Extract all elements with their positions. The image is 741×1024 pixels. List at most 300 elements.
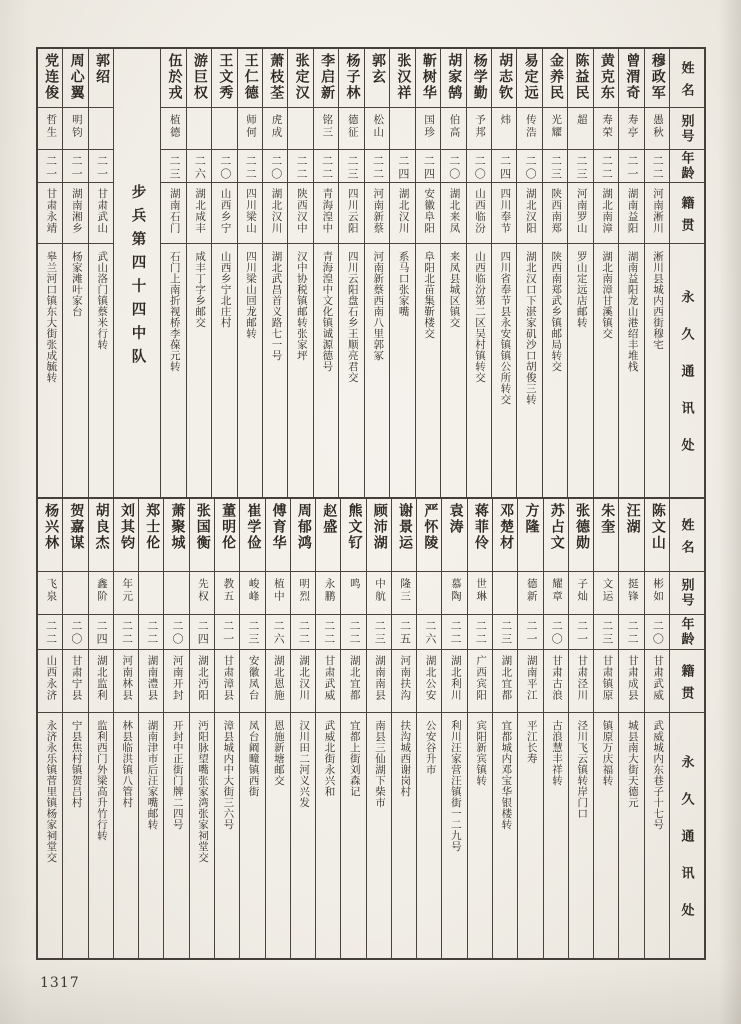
roster-table-top xyxy=(36,47,706,499)
person-address-cell xyxy=(89,713,113,958)
person-native: 甘肃成县 xyxy=(626,655,638,701)
person-age-cell xyxy=(518,615,542,650)
person-address-cell xyxy=(187,244,211,497)
person-column xyxy=(163,499,188,958)
person-alias: 永鹏 xyxy=(323,578,335,603)
person-alias-cell xyxy=(114,572,138,615)
person-age-cell xyxy=(190,615,214,650)
person-native-cell xyxy=(544,650,568,713)
person-name-cell xyxy=(416,49,440,108)
person-alias: 超 xyxy=(575,114,587,127)
person-name: 方隆 xyxy=(523,503,539,535)
person-native-cell xyxy=(392,650,416,713)
person-address-cell xyxy=(594,244,618,497)
person-native: 安徽阜阳 xyxy=(423,188,435,234)
person-alias: 慕陶 xyxy=(449,578,461,603)
person-address: 林县临洪镇八管村 xyxy=(121,720,133,808)
person-alias-cell xyxy=(517,108,541,150)
person-age: 二二 xyxy=(474,620,487,646)
person-name: 张定汉 xyxy=(293,53,309,101)
person-alias-cell xyxy=(568,108,592,150)
person-native-cell xyxy=(89,650,113,713)
person-address-cell xyxy=(392,713,416,958)
person-column xyxy=(415,49,440,497)
person-alias: 子灿 xyxy=(576,578,588,603)
person-alias-cell xyxy=(161,108,185,150)
person-address-cell xyxy=(467,244,491,497)
person-name: 严怀陵 xyxy=(422,503,438,551)
person-name: 胡良杰 xyxy=(93,503,109,551)
person-address: 湖北武昌首义路七一号 xyxy=(270,251,282,361)
person-name: 汪湖 xyxy=(624,503,640,535)
person-native-cell xyxy=(240,650,264,713)
person-age-cell xyxy=(517,150,541,183)
person-alias-cell xyxy=(365,108,389,150)
person-address: 宜都城内邓宝华银楼转 xyxy=(500,720,512,830)
person-address: 湖南津市后汪家嘴邮转 xyxy=(146,720,158,830)
person-address-cell xyxy=(63,713,87,958)
person-name: 熊文钌 xyxy=(346,503,362,551)
person-name: 金养民 xyxy=(548,53,564,101)
person-address-cell xyxy=(442,713,466,958)
person-column xyxy=(593,49,618,497)
person-address: 四川梁山回龙邮转 xyxy=(245,251,257,339)
person-alias-cell xyxy=(215,572,239,615)
person-native-cell xyxy=(187,183,211,244)
person-native-cell xyxy=(442,650,466,713)
person-age: 二二 xyxy=(600,155,613,181)
person-age-cell xyxy=(114,615,138,650)
person-age-cell xyxy=(619,615,643,650)
person-native-cell xyxy=(288,183,312,244)
person-alias-cell xyxy=(569,572,593,615)
person-address-cell xyxy=(417,713,441,958)
person-native: 湖北咸丰 xyxy=(194,188,206,234)
person-address-cell xyxy=(518,713,542,958)
person-native-cell xyxy=(517,183,541,244)
person-age-cell xyxy=(240,615,264,650)
person-native-cell xyxy=(161,183,185,244)
person-age-cell xyxy=(341,615,365,650)
person-native-cell xyxy=(38,183,62,244)
person-name-cell xyxy=(139,499,163,572)
person-alias-cell xyxy=(594,108,618,150)
person-native: 山西临汾 xyxy=(473,188,485,234)
person-age-cell xyxy=(645,150,669,183)
person-age-cell xyxy=(367,615,391,650)
person-native-cell xyxy=(594,183,618,244)
person-age-cell xyxy=(416,150,440,183)
person-name-cell xyxy=(38,499,62,572)
person-name: 蒋菲伶 xyxy=(472,503,488,551)
person-alias: 炜 xyxy=(499,114,511,127)
person-age-cell xyxy=(263,150,287,183)
person-name-cell xyxy=(468,499,492,572)
person-alias-cell xyxy=(314,108,338,150)
person-address-cell xyxy=(38,244,62,497)
person-age-cell xyxy=(215,615,239,650)
person-age: 二三 xyxy=(167,155,180,181)
person-native: 湖南湘乡 xyxy=(70,188,82,234)
person-native: 甘肃永靖 xyxy=(45,188,57,234)
person-address: 杨家滩叶家台 xyxy=(70,251,82,317)
person-alias-cell xyxy=(316,572,340,615)
person-age: 二二 xyxy=(626,620,639,646)
person-name: 郭玄 xyxy=(369,53,385,85)
person-address: 监利西门外梁高升竹行转 xyxy=(95,720,107,841)
person-address-cell xyxy=(314,244,338,497)
person-alias-cell xyxy=(212,108,236,150)
person-age-cell xyxy=(468,615,492,650)
person-column xyxy=(391,499,416,958)
person-address: 永济永乐镇菅里镇杨家祠堂交 xyxy=(45,720,57,863)
person-name: 周郁鸿 xyxy=(295,503,311,551)
person-native: 湖南平江 xyxy=(525,655,537,701)
person-native: 湖北南漳 xyxy=(601,188,613,234)
person-name-cell xyxy=(341,499,365,572)
person-name-cell xyxy=(38,49,62,108)
person-age: 二六 xyxy=(272,620,285,646)
person-column xyxy=(338,49,363,497)
person-name-cell xyxy=(543,49,567,108)
person-age: 二一 xyxy=(44,155,57,181)
person-alias: 植中 xyxy=(272,578,284,603)
person-alias-cell xyxy=(63,572,87,615)
header-column xyxy=(669,499,704,958)
person-address: 扶沟城西谢岗村 xyxy=(399,720,411,797)
person-age: 二二 xyxy=(44,620,57,646)
header-name: 姓名 xyxy=(670,499,704,572)
person-address: 凤台阚疃镇西街 xyxy=(247,720,259,797)
person-column xyxy=(593,499,618,958)
person-alias-cell xyxy=(263,108,287,150)
person-alias: 文运 xyxy=(601,578,613,603)
person-column xyxy=(38,499,62,958)
person-name-cell xyxy=(390,49,414,108)
header-address: 永久通讯处 xyxy=(679,755,695,940)
person-alias-cell xyxy=(390,108,414,150)
person-native: 河南扶沟 xyxy=(399,655,411,701)
person-column xyxy=(62,49,87,497)
person-native-cell xyxy=(619,183,643,244)
person-address: 咸丰丁字乡邮交 xyxy=(194,251,206,328)
person-name-cell xyxy=(89,49,113,108)
person-age: 二二 xyxy=(651,155,664,181)
person-column xyxy=(364,49,389,497)
header-name: 姓名 xyxy=(670,49,704,108)
person-name: 黄克东 xyxy=(598,53,614,101)
person-native-cell xyxy=(339,183,363,244)
person-age-cell xyxy=(392,615,416,650)
person-column xyxy=(214,499,239,958)
person-age: 二三 xyxy=(574,155,587,181)
person-age-cell xyxy=(89,615,113,650)
person-alias: 虎成 xyxy=(270,114,282,139)
person-name: 袁涛 xyxy=(447,503,463,535)
person-column xyxy=(466,49,491,497)
person-native-cell xyxy=(493,650,517,713)
person-alias-cell xyxy=(341,572,365,615)
person-column xyxy=(416,499,441,958)
person-age: 二〇 xyxy=(447,155,460,181)
person-column xyxy=(618,49,643,497)
person-name: 李启新 xyxy=(319,53,335,101)
person-address: 沔阳脉望嘴张家湾张家祠堂交 xyxy=(197,720,209,863)
person-age-cell xyxy=(63,615,87,650)
person-native: 湖北来凤 xyxy=(448,188,460,234)
person-column xyxy=(567,49,592,497)
person-name-cell xyxy=(291,499,315,572)
person-name: 周心翼 xyxy=(68,53,84,101)
person-age: 二一 xyxy=(524,620,537,646)
person-native: 河南开封 xyxy=(171,655,183,701)
person-age: 二〇 xyxy=(651,620,664,646)
person-age-cell xyxy=(164,615,188,650)
person-age: 二三 xyxy=(373,620,386,646)
person-name: 萧枝荃 xyxy=(268,53,284,101)
person-native-cell xyxy=(441,183,465,244)
person-address-cell xyxy=(441,244,465,497)
person-column xyxy=(239,499,264,958)
person-alias: 鑫阶 xyxy=(95,578,107,603)
person-alias: 德新 xyxy=(525,578,537,603)
person-alias: 德征 xyxy=(346,114,358,139)
person-address: 阜阳北苗集靳楼交 xyxy=(423,251,435,339)
person-age: 二六 xyxy=(193,155,206,181)
person-address-cell xyxy=(63,244,87,497)
person-column xyxy=(340,499,365,958)
person-native-cell xyxy=(568,183,592,244)
person-column xyxy=(644,49,669,497)
header-address: 永久通讯处 xyxy=(679,290,695,475)
person-column xyxy=(38,49,62,497)
person-native: 四川云阳 xyxy=(346,188,358,234)
person-name: 董明伦 xyxy=(220,503,236,551)
person-address-cell xyxy=(493,713,517,958)
person-column xyxy=(88,499,113,958)
person-name-cell xyxy=(517,49,541,108)
person-name-cell xyxy=(645,499,669,572)
person-column xyxy=(543,499,568,958)
person-alias: 中航 xyxy=(374,578,386,603)
person-age-cell xyxy=(417,615,441,650)
person-name: 萧聚城 xyxy=(169,503,185,551)
person-address: 泾川飞云镇转岸门口 xyxy=(576,720,588,819)
person-name: 穆政军 xyxy=(649,53,665,101)
person-alias: 隆三 xyxy=(399,578,411,603)
person-address: 陕西南郑武乡镇邮局转交 xyxy=(550,251,562,372)
person-address-cell xyxy=(266,713,290,958)
person-name: 游巨权 xyxy=(191,53,207,101)
header-native: 籍贯 xyxy=(670,650,704,713)
person-native: 陕西南郑 xyxy=(550,188,562,234)
person-name: 杨兴林 xyxy=(43,503,59,551)
person-native-cell xyxy=(89,183,113,244)
person-age-cell xyxy=(594,150,618,183)
person-address-cell xyxy=(365,244,389,497)
person-age: 二三 xyxy=(549,155,562,181)
person-alias: 峻峰 xyxy=(247,578,259,603)
person-alias-cell xyxy=(441,108,465,150)
person-alias-cell xyxy=(89,108,113,150)
person-name: 邓楚材 xyxy=(498,503,514,551)
person-age: 二二 xyxy=(449,620,462,646)
person-address: 河南新蔡西南八里郭冢 xyxy=(372,251,384,361)
person-age-cell xyxy=(339,150,363,183)
person-age-cell xyxy=(645,615,669,650)
person-native: 甘肃古浪 xyxy=(550,655,562,701)
person-alias-cell xyxy=(417,572,441,615)
person-name: 胡家鹄 xyxy=(446,53,462,101)
person-native: 广西宾阳 xyxy=(475,655,487,701)
roster-table-bottom xyxy=(36,497,706,960)
person-address: 皋兰河口镇东大街张成毓转 xyxy=(45,251,57,383)
person-alias: 年元 xyxy=(121,578,133,603)
person-native: 湖南益阳 xyxy=(626,188,638,234)
person-address: 恩施新塘邮交 xyxy=(272,720,284,786)
person-name: 王仁德 xyxy=(242,53,258,101)
person-name: 张汉祥 xyxy=(395,53,411,101)
person-name-cell xyxy=(164,499,188,572)
person-native-cell xyxy=(38,650,62,713)
person-native: 湖北沔阳 xyxy=(197,655,209,701)
person-age: 二〇 xyxy=(269,155,282,181)
person-age: 二二 xyxy=(371,155,384,181)
person-name-cell xyxy=(212,49,236,108)
person-column xyxy=(237,49,262,497)
header-age: 年龄 xyxy=(670,150,704,183)
person-alias: 铭三 xyxy=(321,114,333,139)
person-age-cell xyxy=(187,150,211,183)
person-alias: 飞泉 xyxy=(45,578,57,603)
person-name-cell xyxy=(190,499,214,572)
person-native-cell xyxy=(645,183,669,244)
person-native: 湖北恩施 xyxy=(272,655,284,701)
person-age-cell xyxy=(442,615,466,650)
person-age: 二二 xyxy=(244,155,257,181)
person-address: 公安谷升市 xyxy=(424,720,436,775)
person-alias-cell xyxy=(288,108,312,150)
person-address-cell xyxy=(316,713,340,958)
person-name: 郭绍 xyxy=(94,53,110,85)
person-address: 武威城内东巷子十七号 xyxy=(652,720,664,830)
person-age-cell xyxy=(544,615,568,650)
person-alias-cell xyxy=(291,572,315,615)
person-age: 二三 xyxy=(499,620,512,646)
person-age-cell xyxy=(467,150,491,183)
person-name: 傅育华 xyxy=(270,503,286,551)
person-alias-cell xyxy=(468,572,492,615)
person-name: 张国衡 xyxy=(194,503,210,551)
person-age: 二二 xyxy=(347,620,360,646)
person-age-cell xyxy=(365,150,389,183)
person-name-cell xyxy=(594,49,618,108)
person-age-cell xyxy=(492,150,516,183)
person-age: 二四 xyxy=(396,155,409,181)
person-address-cell xyxy=(263,244,287,497)
person-native: 山西乡宁 xyxy=(219,188,231,234)
person-native: 湖北监利 xyxy=(95,655,107,701)
person-native-cell xyxy=(594,650,618,713)
header-native: 籍贯 xyxy=(670,183,704,244)
person-native-cell xyxy=(316,650,340,713)
person-column xyxy=(113,499,138,958)
person-age-cell xyxy=(594,615,618,650)
person-age: 二一 xyxy=(575,620,588,646)
person-name-cell xyxy=(238,49,262,108)
person-native: 湖南南县 xyxy=(374,655,386,701)
person-column xyxy=(290,499,315,958)
person-alias: 光耀 xyxy=(550,114,562,139)
person-age: 二四 xyxy=(422,155,435,181)
person-native-cell xyxy=(238,183,262,244)
person-alias-cell xyxy=(544,572,568,615)
person-name: 王文秀 xyxy=(217,53,233,101)
person-native-cell xyxy=(467,183,491,244)
header-age: 年龄 xyxy=(670,615,704,650)
person-name: 伍於戎 xyxy=(166,53,182,101)
person-native-cell xyxy=(291,650,315,713)
person-native-cell xyxy=(164,650,188,713)
person-name-cell xyxy=(493,499,517,572)
person-name-cell xyxy=(288,49,312,108)
person-column xyxy=(542,49,567,497)
unit-column xyxy=(113,49,160,497)
person-name-cell xyxy=(645,49,669,108)
person-name-cell xyxy=(417,499,441,572)
person-address: 系马口张家嘴 xyxy=(397,251,409,317)
person-age-cell xyxy=(314,150,338,183)
person-age: 二二 xyxy=(145,620,158,646)
person-alias: 挺锋 xyxy=(626,578,638,603)
person-column xyxy=(189,499,214,958)
person-age: 二〇 xyxy=(550,620,563,646)
person-alias-cell xyxy=(367,572,391,615)
person-column xyxy=(389,49,414,497)
person-column xyxy=(568,499,593,958)
person-alias: 国珍 xyxy=(423,114,435,139)
person-address: 湖北汉口下湛家矶沙口胡俊三转 xyxy=(524,251,536,405)
person-address-cell xyxy=(139,713,163,958)
unit-label: 步兵第四十四中队 xyxy=(129,183,146,372)
person-alias: 耀章 xyxy=(550,578,562,603)
person-alias: 哲生 xyxy=(45,114,57,139)
person-native: 湖北汉阳 xyxy=(524,188,536,234)
person-address-cell xyxy=(114,713,138,958)
person-native-cell xyxy=(619,650,643,713)
person-address-cell xyxy=(215,713,239,958)
person-address: 南县三仙湖下柴市 xyxy=(374,720,386,808)
person-age: 二〇 xyxy=(524,155,537,181)
person-address-cell xyxy=(212,244,236,497)
person-column xyxy=(492,499,517,958)
person-column xyxy=(315,499,340,958)
person-age-cell xyxy=(63,150,87,183)
person-age-cell xyxy=(569,615,593,650)
person-name: 苏占文 xyxy=(548,503,564,551)
person-address: 平江长寿 xyxy=(525,720,537,764)
person-age: 二三 xyxy=(346,155,359,181)
person-name-cell xyxy=(215,499,239,572)
person-address-cell xyxy=(238,244,262,497)
person-name-cell xyxy=(314,49,338,108)
person-address: 宾阳新宾镇转 xyxy=(475,720,487,786)
person-name-cell xyxy=(89,499,113,572)
person-native: 湖北汉川 xyxy=(298,655,310,701)
person-column xyxy=(491,49,516,497)
person-column xyxy=(366,499,391,958)
person-name-cell xyxy=(619,49,643,108)
